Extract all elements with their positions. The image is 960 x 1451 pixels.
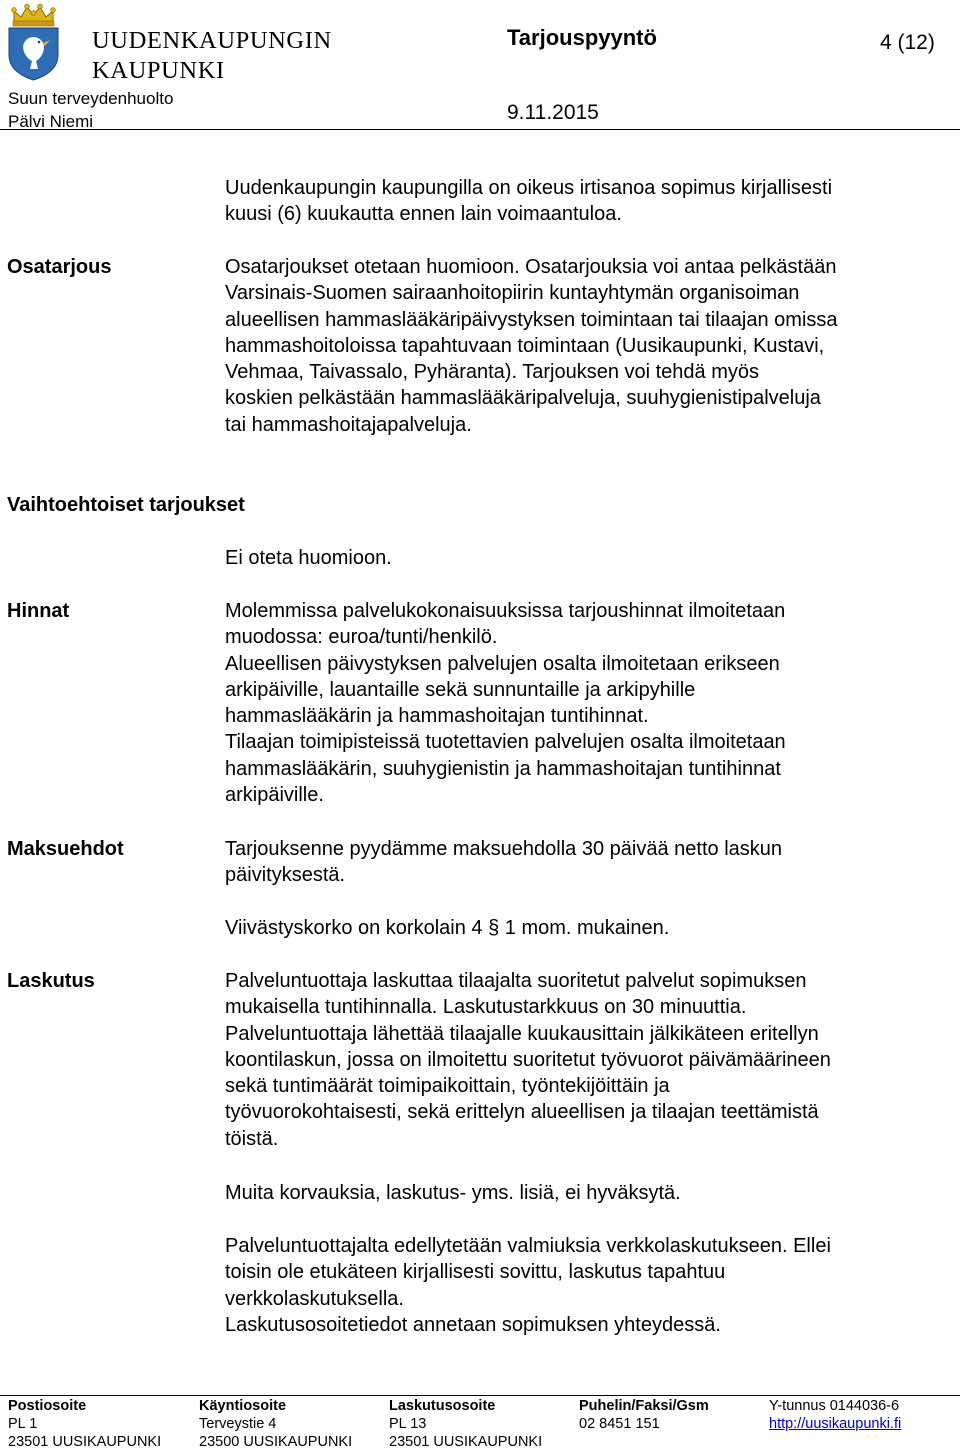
viivastyskorko-paragraph: Viivästyskorko on korkolain 4 § 1 mom. mukainen.: [225, 917, 670, 939]
header-divider: [0, 129, 960, 130]
laskutus-paragraph: Palveluntuottaja laskuttaa tilaajalta suoritetut palvelut sopimuksen mukaisella tuntihinnalla. Laskutustarkkuus on 30 minuuttia. Palveluntuottaja lähettää tilaajalle kuukausittain jälkikäteen eritellyn koontilaskun, jossa on ilmoitettu suoritetut työvuorot päivämäärineen sekä tuntimäärät toimipaikoittain, työntekijöittäin ja työvuorokohtaisesti, sekä erittelyn alueellisen ja tilaajan teettämistä töistä.: [225, 970, 831, 1150]
footer-divider: [0, 1395, 960, 1396]
footer-kayntiosoite: [199, 1397, 352, 1451]
city-coat-of-arms-logo: [6, 3, 61, 81]
footer-puhelin: [579, 1397, 709, 1433]
page-number: 4 (12): [880, 31, 935, 54]
maksuehdot-paragraph: Tarjouksenne pyydämme maksuehdolla 30 päivää netto laskun päivityksestä.: [225, 838, 783, 887]
footer-kayntiosoite-line1: Terveystie 4: [199, 1416, 277, 1432]
maksuehdot-heading: Maksuehdot: [7, 838, 124, 860]
verkkolaskutus-paragraph: Palveluntuottajalta edellytetään valmiuksia verkkolaskutukseen. Ellei toisin ole etukäteen kirjallisesti sovittu, laskutus tapahtuu verkkolaskutuksella. Laskutusosoitetiedot annetaan sopimuksen yhteydessä.: [225, 1235, 831, 1336]
footer-laskutusosoite-line1: PL 13: [389, 1416, 427, 1432]
city-name-line2: KAUPUNKI: [92, 57, 225, 84]
footer-postiosoite-line2: 23501 UUSIKAUPUNKI: [8, 1434, 162, 1450]
department-name: Suun terveydenhuolto: [8, 89, 174, 108]
document-title: Tarjouspyyntö: [507, 25, 657, 50]
author-name: Pälvi Niemi: [8, 112, 94, 131]
vaihtoehtoiset-heading: Vaihtoehtoiset tarjoukset: [7, 494, 245, 516]
intro-paragraph: Uudenkaupungin kaupungilla on oikeus irtisanoa sopimus kirjallisesti kuusi (6) kuukautta ennen lain voimaantuloa.: [225, 177, 833, 226]
footer-ytunnus: [769, 1397, 901, 1433]
muita-korvauksia-paragraph: Muita korvauksia, laskutus- yms. lisiä, ei hyväksytä.: [225, 1182, 681, 1204]
footer-puhelin-number: 02 8451 151: [579, 1416, 660, 1432]
osatarjous-paragraph: Osatarjoukset otetaan huomioon. Osatarjouksia voi antaa pelkästään Varsinais-Suomen sairaanhoitopiirin kuntayhtymän organisoiman alueellisen hammaslääkäripäivystyksen toimintaan tai tilaajan omissa hammashoitoloissa tapahtuvaan toimintaan (Uusikaupunki, Kustavi, Vehmaa, Taivassalo, Pyhäranta). Tarjouksen voi tehdä myös koskien pelkästään hammaslääkäripalveluja, suuhygienistipalveluja tai hammashoitajapalveluja.: [225, 256, 838, 436]
footer-ytunnus-heading: Y-tunnus 0144036-6: [769, 1398, 900, 1414]
osatarjous-heading: Osatarjous: [7, 256, 112, 278]
footer-kayntiosoite-line2: 23500 UUSIKAUPUNKI: [199, 1434, 353, 1450]
footer-laskutusosoite: [389, 1397, 542, 1451]
footer-postiosoite-line1: PL 1: [8, 1416, 38, 1432]
hinnat-heading: Hinnat: [7, 600, 70, 622]
hinnat-paragraph: Molemmissa palvelukokonaisuuksissa tarjoushinnat ilmoitetaan muodossa: euroa/tunti/henkilö. Alueellisen päivystyksen palvelujen osalta ilmoitetaan erikseen arkipäiville, lauantaille sekä sunnuntaille ja arkipyhille hammaslääkärin ja hammashoitajan tuntihinnat. Tilaajan toimipisteissä tuotettavien palvelujen osalta ilmoitetaan hammaslääkärin, suuhygienistin ja hammashoitajan tuntihinnat arkipäiville.: [225, 600, 786, 807]
footer-website-link[interactable]: http://uusikaupunki.fi: [769, 1416, 902, 1432]
footer-postiosoite-heading: Postiosoite: [8, 1398, 87, 1414]
document-date: 9.11.2015: [507, 101, 599, 124]
footer-laskutusosoite-line2: 23501 UUSIKAUPUNKI: [389, 1434, 543, 1450]
footer-puhelin-heading: Puhelin/Faksi/Gsm: [579, 1398, 709, 1414]
vaihtoehtoiset-paragraph: Ei oteta huomioon.: [225, 547, 392, 569]
laskutus-heading: Laskutus: [7, 970, 95, 992]
city-name: [92, 26, 332, 86]
footer-laskutusosoite-heading: Laskutusosoite: [389, 1398, 496, 1414]
city-name-line1: UUDENKAUPUNGIN: [92, 27, 332, 54]
footer-kayntiosoite-heading: Käyntiosoite: [199, 1398, 287, 1414]
footer-postiosoite: [8, 1397, 161, 1451]
department-block: [8, 87, 173, 133]
